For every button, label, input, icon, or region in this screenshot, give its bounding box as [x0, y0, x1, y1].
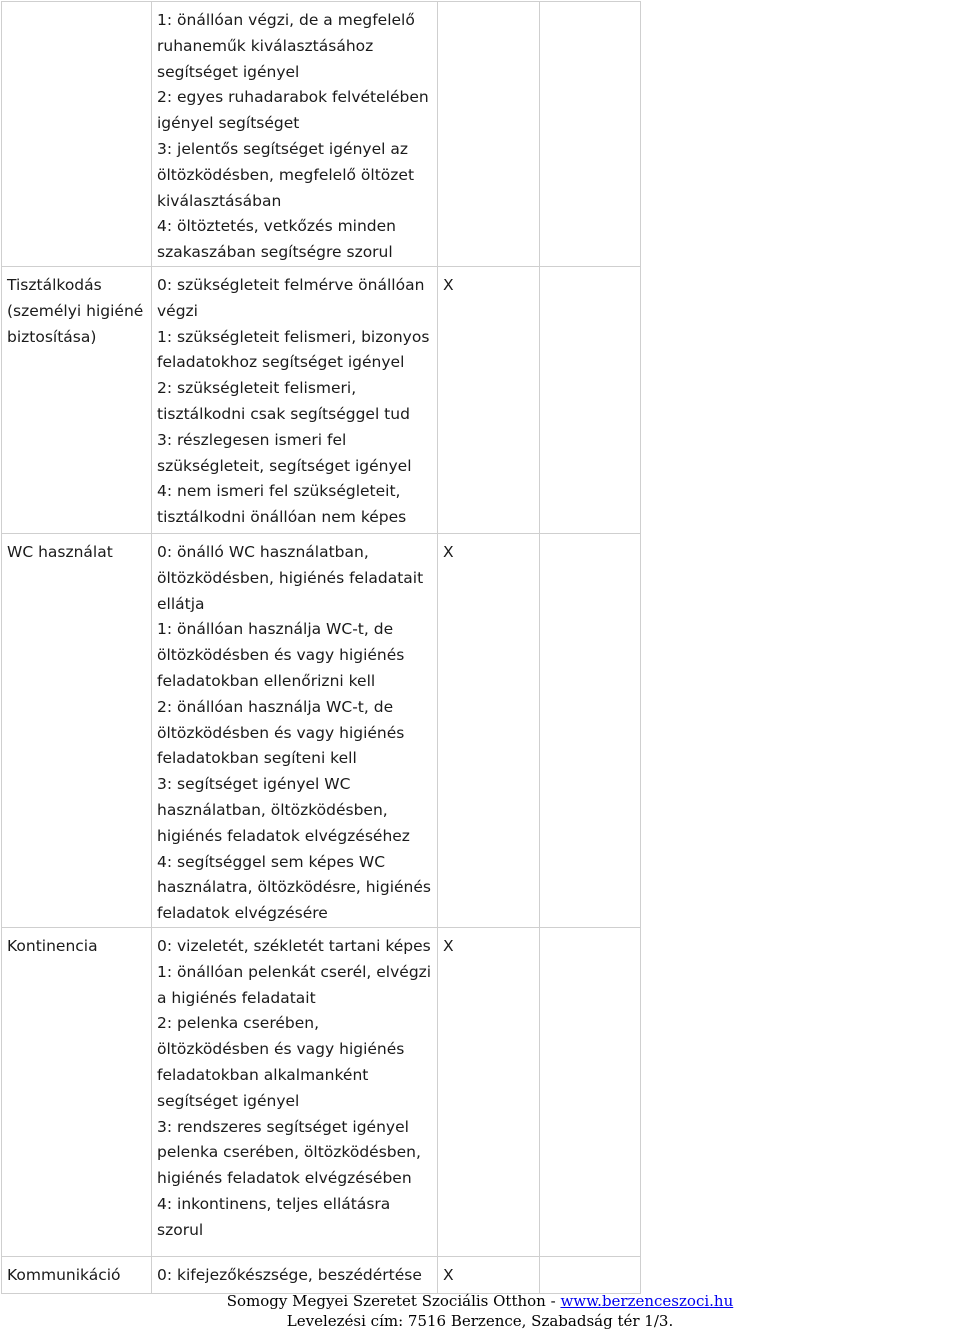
category-label: Kontinencia — [7, 936, 98, 955]
description-line: 4: nem ismeri fel szükségleteit, — [157, 482, 401, 501]
description-line: 2: pelenka cserében, — [157, 1014, 320, 1033]
description-line: szorul — [157, 1220, 204, 1239]
description-line: feladatokban alkalmanként — [157, 1065, 369, 1084]
empty-cell — [540, 1256, 641, 1293]
category-cell — [2, 2, 152, 267]
description-line: 4: segítséggel sem képes WC — [157, 852, 386, 871]
description-line: 2: önállóan használja WC-t, de — [157, 697, 394, 716]
footer-organization-name: Somogy Megyei Szeretet Szociális Otthon - — [226, 1292, 561, 1310]
description-line: feladatokban ellenőrizni kell — [157, 671, 376, 690]
description-line: 0: vizeletét, székletét tartani képes — [157, 936, 431, 955]
table-row — [2, 266, 641, 533]
description-line: öltözködésben, higiénés feladatait — [157, 568, 424, 587]
description-line: ruhaneműk kiválasztásához — [157, 36, 374, 55]
description-line: használatra, öltözködésre, higiénés — [157, 878, 431, 897]
category-label: Tisztálkodás — [7, 275, 102, 294]
description-line: a higiénés feladatait — [157, 988, 316, 1007]
table-row — [2, 2, 641, 267]
description-line: kiválasztásában — [157, 191, 282, 210]
description-line: 0: kifejezőkészsége, beszédértése — [157, 1265, 422, 1284]
description-line: öltözködésben és vagy higiénés — [157, 646, 405, 665]
mark-cell — [438, 927, 540, 1256]
footer-website-link[interactable]: www.berzenceszoci.hu — [560, 1292, 734, 1310]
assessment-table-body — [2, 2, 641, 1294]
description-line: segítséget igényel — [157, 62, 300, 81]
mark-cell — [438, 266, 540, 533]
selection-mark: X — [443, 1265, 454, 1284]
selection-mark: X — [443, 542, 454, 561]
description-line: 1: szükségleteit felismeri, bizonyos — [157, 327, 430, 346]
description-line: feladatok elvégzésére — [157, 904, 328, 923]
description-line: tisztálkodni csak segítséggel tud — [157, 404, 410, 423]
empty-cell — [540, 2, 641, 267]
footer-address: Levelezési cím: 7516 Berzence, Szabadság tér 1/3. — [286, 1312, 674, 1330]
selection-mark: X — [443, 275, 454, 294]
description-line: szükségleteit, segítséget igényel — [157, 456, 412, 475]
description-line: használatban, öltözködésben, — [157, 800, 388, 819]
description-line: öltözködésben, megfelelő öltözet — [157, 165, 415, 184]
empty-cell — [540, 266, 641, 533]
description-line: 3: részlegesen ismeri fel — [157, 430, 347, 449]
description-line: öltözködésben és vagy higiénés — [157, 723, 405, 742]
description-cell — [152, 266, 438, 533]
category-cell — [2, 533, 152, 927]
description-line: feladatokban segíteni kell — [157, 749, 357, 768]
footer-organization — [0, 1292, 960, 1310]
description-line: 2: szükségleteit felismeri, — [157, 379, 357, 398]
description-line: higiénés feladatok elvégzéséhez — [157, 826, 410, 845]
description-line: pelenka cserében, öltözködésben, — [157, 1143, 421, 1162]
description-line: végzi — [157, 301, 198, 320]
description-line: 3: segítséget igényel WC — [157, 775, 351, 794]
empty-cell — [540, 927, 641, 1256]
assessment-table — [1, 1, 641, 1294]
table-row — [2, 533, 641, 927]
description-line: szakaszában segítségre szorul — [157, 243, 393, 262]
table-row — [2, 1256, 641, 1293]
table-row — [2, 927, 641, 1256]
description-line: higiénés feladatok elvégzésében — [157, 1169, 412, 1188]
mark-cell — [438, 533, 540, 927]
description-line: 3: rendszeres segítséget igényel — [157, 1117, 409, 1136]
description-line: 3: jelentős segítséget igényel az — [157, 139, 408, 158]
description-line: igényel segítséget — [157, 114, 300, 133]
description-line: 1: önállóan végzi, de a megfelelő — [157, 11, 415, 29]
category-cell — [2, 927, 152, 1256]
selection-mark: X — [443, 936, 454, 955]
mark-cell — [438, 1256, 540, 1293]
description-line: ellátja — [157, 594, 205, 613]
category-cell — [2, 1256, 152, 1293]
description-cell — [152, 1256, 438, 1293]
description-cell — [152, 927, 438, 1256]
description-line: 4: inkontinens, teljes ellátásra — [157, 1194, 391, 1213]
category-label: WC használat — [7, 542, 113, 561]
category-label: Kommunikáció — [7, 1265, 121, 1284]
description-line: tisztálkodni önállóan nem képes — [157, 508, 407, 527]
category-cell — [2, 266, 152, 533]
category-label: (személyi higiéné — [7, 301, 144, 320]
description-line: 1: önállóan használja WC-t, de — [157, 620, 394, 639]
empty-cell — [540, 533, 641, 927]
description-line: feladatokhoz segítséget igényel — [157, 353, 405, 372]
description-line: segítséget igényel — [157, 1091, 300, 1110]
description-line: öltözködésben és vagy higiénés — [157, 1040, 405, 1059]
description-cell — [152, 533, 438, 927]
description-line: 4: öltöztetés, vetkőzés minden — [157, 217, 397, 236]
description-cell — [152, 2, 438, 267]
category-label: biztosítása) — [7, 327, 97, 346]
description-line: 1: önállóan pelenkát cserél, elvégzi — [157, 962, 432, 981]
description-line: 0: szükségleteit felmérve önállóan — [157, 275, 425, 294]
description-line: 0: önálló WC használatban, — [157, 542, 369, 561]
mark-cell — [438, 2, 540, 267]
description-line: 2: egyes ruhadarabok felvételében — [157, 88, 429, 107]
